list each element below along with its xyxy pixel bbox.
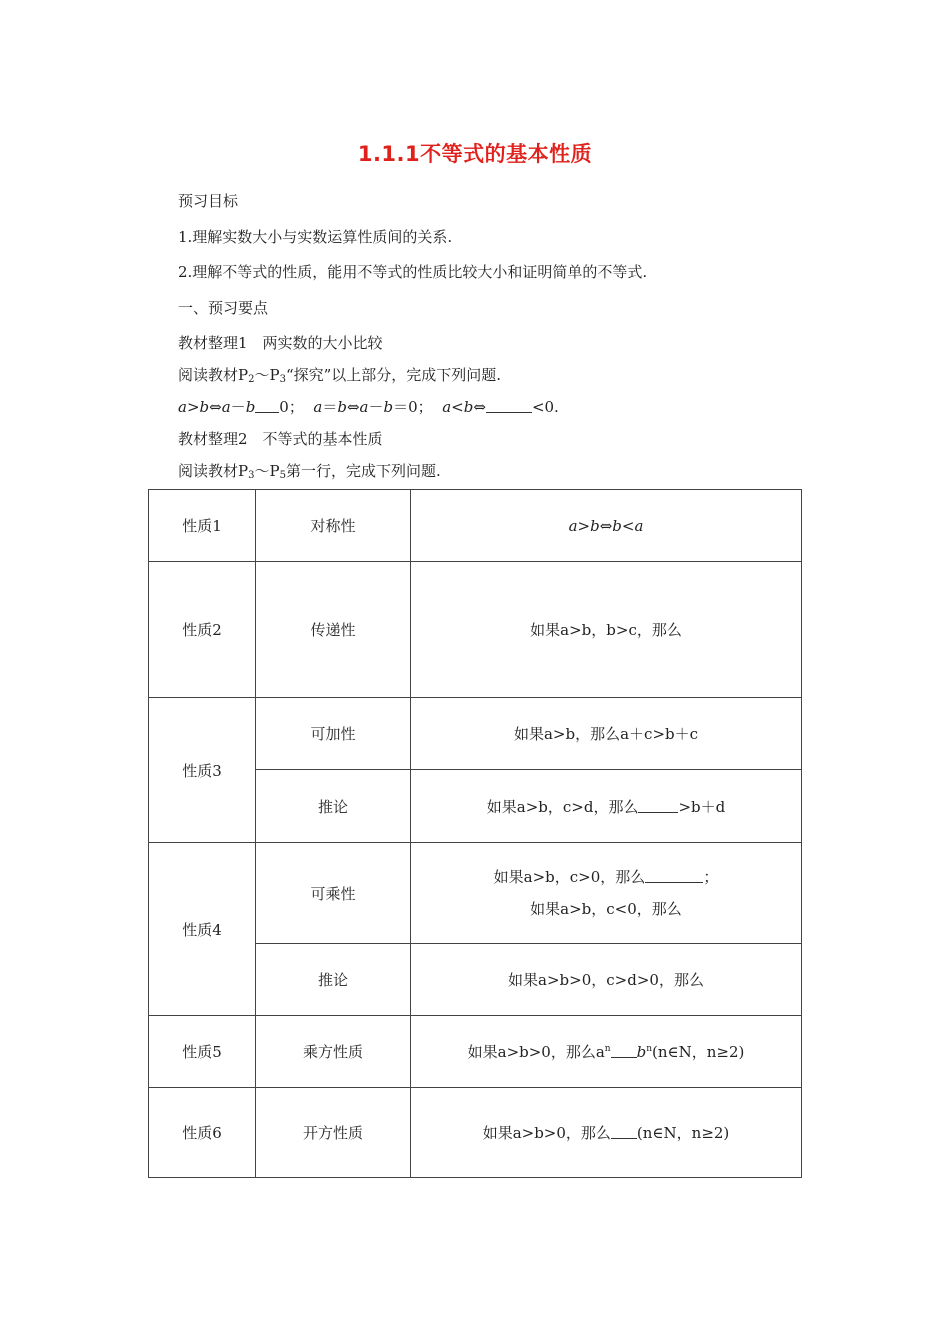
- goal-1: 1.理解实数大小与实数运算性质间的关系.: [178, 228, 453, 246]
- material-2-reading: 阅读教材$P_3\sim P_5$第一行，完成下列问题.: [178, 462, 441, 481]
- goals-heading: 预习目标: [178, 192, 239, 210]
- goal-2: 2.理解不等式的性质，能用不等式的性质比较大小和证明简单的不等式.: [178, 263, 648, 281]
- property-type: 乘方性质: [256, 1016, 411, 1088]
- property-type: 推论: [256, 770, 411, 843]
- answer-blank[interactable]: [486, 398, 532, 413]
- answer-blank[interactable]: [611, 1124, 637, 1139]
- property-content: a>b⇔b<a: [411, 490, 802, 562]
- answer-blank[interactable]: [255, 398, 279, 413]
- property-name: 性质1: [149, 490, 256, 562]
- section-heading: 一、预习要点: [178, 299, 269, 317]
- table-row: [149, 698, 802, 770]
- property-type: 传递性: [256, 562, 411, 698]
- property-content: 如果a>b，c>0，那么 ； 如果a>b，c<0，那么: [411, 843, 802, 944]
- material-1-title: 教材整理1 两实数的大小比较: [178, 334, 383, 352]
- property-content: 如果a>b，b>c，那么: [411, 562, 802, 698]
- property-name: 性质6: [149, 1088, 256, 1178]
- material-2-title: 教材整理2 不等式的基本性质: [178, 430, 383, 448]
- answer-blank[interactable]: [638, 798, 678, 813]
- page-title: 1.1.1不等式的基本性质: [357, 142, 593, 166]
- property-type: 开方性质: [256, 1088, 411, 1178]
- table-row: [149, 490, 802, 562]
- property-content: 如果a>b，c>d，那么 >b＋d: [411, 770, 802, 843]
- property-type: 可加性: [256, 698, 411, 770]
- table-row: [149, 1088, 802, 1178]
- table-row: [149, 843, 802, 944]
- property-name: 性质5: [149, 1016, 256, 1088]
- answer-blank[interactable]: [645, 868, 703, 883]
- property-type: 对称性: [256, 490, 411, 562]
- property-content: 如果a>b，那么a＋c>b＋c: [411, 698, 802, 770]
- material-1-reading: 阅读教材$P_2\sim P_3“$探究”以上部分，完成下列问题.: [178, 366, 502, 385]
- property-content: 如果a>b>0，那么 (n∈N，n≥2): [411, 1088, 802, 1178]
- property-content: 如果a>b>0，那么$a^n$ $b^n(n\in N$，n≥2): [411, 1016, 802, 1088]
- property-content: 如果a>b>0，c>d>0，那么: [411, 944, 802, 1016]
- property-name: 性质3: [149, 698, 256, 843]
- table-row: [149, 1016, 802, 1088]
- property-type: 推论: [256, 944, 411, 1016]
- property-name: 性质2: [149, 562, 256, 698]
- real-number-comparison: a>b⇔a－b 0； a＝b⇔a－b＝0； a<b⇔ <0.: [178, 398, 559, 416]
- answer-blank[interactable]: [611, 1043, 637, 1058]
- property-type: 可乘性: [256, 843, 411, 944]
- table-row: [149, 562, 802, 698]
- inequality-properties-table: [148, 489, 802, 1178]
- property-name: 性质4: [149, 843, 256, 1016]
